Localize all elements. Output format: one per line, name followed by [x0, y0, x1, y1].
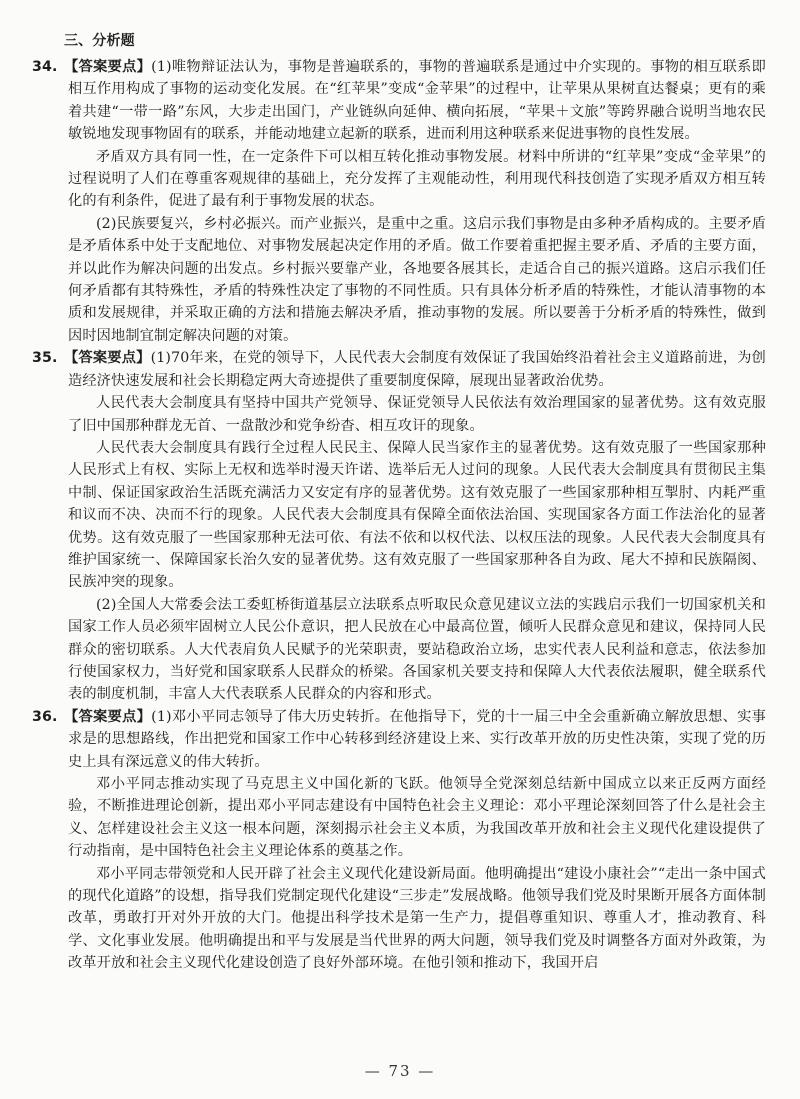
question-number: 36. [32, 708, 58, 725]
answer-tag: 【答案要点】 [64, 59, 152, 75]
paragraph-text: (1)邓小平同志领导了伟大历史转折。在他指导下，党的十一届三中全会重新确立解放思想、实事求是的思想路线，作出把党和国家工作中心转移到经济建设上来、实行改革开放的历史性决策，实现了党的历史上具有深远意义的伟大转折。 [68, 708, 767, 770]
answer-35-paragraph-3: 人民代表大会制度具有践行全过程人民民主、保障人民当家作主的显著优势。这有效克服了一些国家那种人民形式上有权、实际上无权和选举时漫天许诺、选举后无人过问的现象。人民代表大会制度具有贯彻民主集中制、保证国家政治生活既充满活力又安定有序的显著优势。这有效克服了一些国家那种相互掣肘、内耗严重和议而不决、决而不行的现象。人民代表大会制度具有保障全面依法治国、实现国家各方面工作法治化的显著优势。这有效克服了一些国家那种无法可依、有法不依和以权代法、以权压法的现象。人民代表大会制度具有维护国家统一、保障国家长治久安的显著优势。这有效克服了一些国家那种各自为政、尾大不掉和民族隔阂、民族冲突的现象。 [68, 439, 766, 591]
answer-34-paragraph-1 [32, 56, 766, 146]
paragraph-text: (1)唯物辩证法认为，事物是普遍联系的，事物的普遍联系是通过中介实现的。事物的相互联系即相互作用构成了事物的运动变化发展。在“红苹果”变成“金苹果”的过程中，让苹果从果树直达餐桌；更有的乘着共建“一带一路”东风，大步走出国门，产业链纵向延伸、横向拓展，“苹果＋文旅”等跨界融合说明当地农民敏锐地发现事物固有的联系，并能动地建立起新的联系，进而利用这种联系来促进事物的良性发展。 [68, 59, 767, 143]
question-number: 35. [32, 350, 58, 367]
paragraph-text: (1)70年来，在党的领导下，人民代表大会制度有效保证了我国始终沿着社会主义道路前进，为创造经济快速发展和社会长期稳定两大奇迹提供了重要制度保障，展现出显著政治优势。 [68, 350, 766, 389]
answer-36-paragraph-2: 邓小平同志推动实现了马克思主义中国化新的飞跃。他领导全党深刻总结新中国成立以来正反两方面经验，不断推进理论创新，提出邓小平同志建设有中国特色社会主义理论：邓小平理论深刻回答了什么是社会主义、怎样建设社会主义这一根本问题，深刻揭示社会主义本质，为我国改革开放和社会主义现代化建设提供了行动指南，是中国特色社会主义理论体系的奠基之作。 [68, 776, 766, 860]
answer-34-paragraph-2: 矛盾双方具有同一性，在一定条件下可以相互转化推动事物发展。材料中所讲的“红苹果”变成“金苹果”的过程说明了人们在尊重客观规律的基础上，充分发挥了主观能动性，利用现代科技创造了实现矛盾双方相互转化的有利条件，促进了最有利于事物发展的状态。 [68, 148, 766, 210]
answer-tag: 【答案要点】 [64, 350, 151, 367]
answer-36-paragraph-1 [32, 706, 766, 773]
answer-35-paragraph-2: 人民代表大会制度具有坚持中国共产党领导、保证党领导人民依法有效治理国家的显著优势。这有效克服了旧中国那种群龙无首、一盘散沙和党争纷杳、相互攻讦的现象。 [68, 395, 766, 434]
section-title: 三、分析题 [64, 33, 135, 49]
answer-36 [32, 706, 767, 975]
answer-36-paragraph-3: 邓小平同志带领党和人民开辟了社会主义现代化建设新局面。他明确提出“建设小康社会”“走出一条中国式的现代化道路”的设想，指导我们党制定现代化建设“三步走”发展战略。他领导我们党及时果断开展各方面体制改革，勇敢打开对外开放的大门。他提出科学技术是第一生产力，提倡尊重知识、尊重人才，推动教育、科学、文化事业发展。他明确提出和平与发展是当代世界的两大问题，领导我们党及时调整各方面对外政策，为改革开放和社会主义现代化建设创造了良好外部环境。在他引领和推动下，我国开启 [68, 865, 766, 972]
answer-35-paragraph-1 [32, 347, 766, 392]
question-number: 34. [32, 59, 58, 75]
answer-34-paragraph-3: (2)民族要复兴，乡村必振兴。而产业振兴，是重中之重。这启示我们事物是由多种矛盾构成的。主要矛盾是矛盾体系中处于支配地位、对事物发展起决定作用的矛盾。做工作要着重把握主要矛盾、矛盾的主要方面，并以此作为解决问题的出发点。乡村振兴要靠产业，各地要各展其长，走适合自己的振兴道路。这启示我们任何矛盾都有其特殊性，矛盾的特殊性决定了事物的不同性质。只有具体分析矛盾的特殊性，才能认清事物的本质和发展规律，并采取正确的方法和措施去解决矛盾，推动事物的发展。所以要善于分析矛盾的特殊性，做到因时因地制宜制定解决问题的对策。 [68, 215, 766, 344]
answer-34 [32, 56, 767, 347]
answer-35-paragraph-4: (2)全国人大常委会法工委虹桥街道基层立法联系点听取民众意见建议立法的实践启示我们一切国家机关和国家工作人员必须牢固树立人民公仆意识，把人民放在心中最高位置，倾听人民群众意见和建议，保持同人民群众的密切联系。人大代表肩负人民赋予的光荣职责，要站稳政治立场，忠实代表人民利益和意志，依法参加行使国家权力，当好党和国家联系人民群众的桥梁。各国家机关要支持和保障人大代表依法履职，健全联系代表的制度机制，丰富人大代表联系人民群众的内容和形式。 [68, 596, 766, 703]
answer-35 [32, 347, 766, 706]
page-number: — 73 — [364, 1062, 436, 1080]
answer-tag: 【答案要点】 [64, 708, 152, 725]
